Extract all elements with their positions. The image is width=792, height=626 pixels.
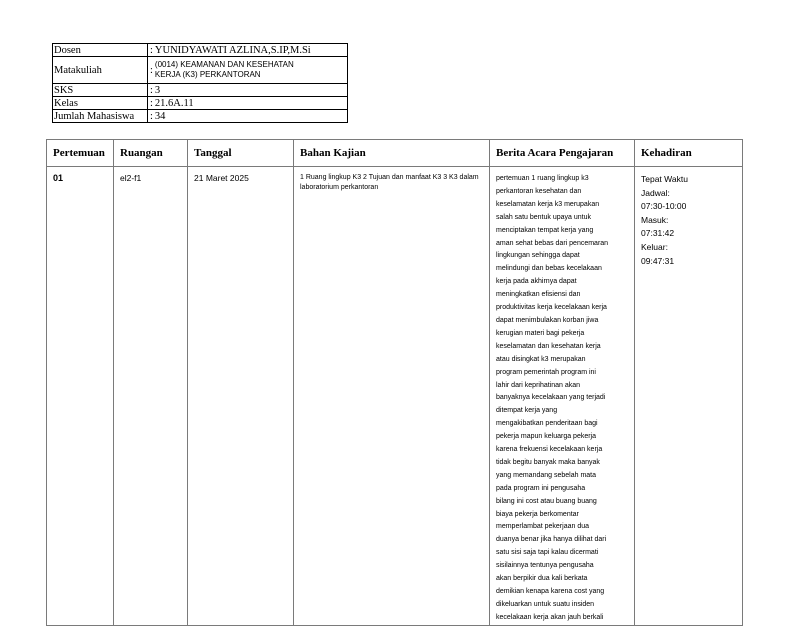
berita-acara-line: meningkatkan efisiensi dan (496, 291, 581, 299)
berita-acara-line: satu sisi saja tapi kalau dicermati (496, 549, 599, 557)
course-info-table (52, 43, 348, 123)
info-label-jumlah: Jumlah Mahasiswa (53, 110, 148, 123)
berita-acara-line: pada program ini pengusaha (496, 484, 586, 492)
berita-acara-line: atau disingkat k3 merupakan (496, 355, 586, 363)
berita-acara-line: menciptakan tempat kerja yang (496, 226, 594, 234)
info-colon: : (150, 64, 153, 76)
header-ruangan: Ruangan (114, 140, 188, 167)
info-value-matakuliah-cell (148, 57, 348, 84)
header-tanggal: Tanggal (188, 140, 294, 167)
info-colon: : (150, 110, 153, 122)
berita-acara-line: tidak begitu banyak maka banyak (496, 458, 600, 466)
cell-ruangan: el2-f1 (114, 167, 188, 626)
berita-acara-line: kerja pada akhirnya dapat (496, 278, 577, 286)
info-value-dosen: YUNIDYAWATI AZLINA,S.IP,M.Si (154, 44, 311, 56)
berita-acara-line: aman sehat bebas dari pencemaran (496, 239, 609, 247)
berita-acara-line: karena frekuensi kecelakaan kerja (496, 446, 603, 454)
berita-acara-line: demikian kenapa karena cost yang (496, 588, 605, 595)
berita-acara-line: banyaknya kecelakaan yang terjadi (496, 394, 606, 402)
table-header-row (47, 140, 743, 167)
info-colon: : (150, 97, 153, 109)
berita-acara-line: pertemuan 1 ruang lingkup k3 (496, 175, 589, 182)
info-row-matakuliah (53, 57, 348, 84)
berita-acara-line: dapat menimbulakan korban jiwa (496, 316, 599, 324)
kehadiran-line: 07:31:42 (641, 228, 675, 239)
teaching-report-table (46, 139, 743, 626)
info-value-kelas: 21.6A.11 (154, 97, 194, 109)
cell-bahan-kajian: 1 Ruang lingkup K3 2 Tujuan dan manfaat K3 3 K3 dalam laboratorium perkantoran (294, 167, 490, 626)
berita-acara-line: kerugian materi bagi pekerja (496, 329, 585, 337)
berita-acara-line: perkantoran kesehatan dan (496, 187, 582, 195)
cell-kehadiran (635, 167, 743, 626)
berita-acara-line: ditempat kerja yang (496, 407, 558, 415)
info-label-sks: SKS (53, 84, 148, 97)
info-value-dosen-cell (148, 44, 348, 57)
info-label-dosen: Dosen (53, 44, 148, 57)
info-row-dosen (53, 44, 348, 57)
matakuliah-line-2: KERJA (K3) PERKANTORAN (154, 70, 261, 79)
info-value-jumlah: 34 (154, 110, 166, 122)
header-pertemuan: Pertemuan (47, 140, 114, 167)
info-label-matakuliah: Matakuliah (53, 57, 148, 84)
berita-acara-line: program pemerintah program ini (496, 368, 596, 376)
cell-pertemuan: 01 (47, 167, 114, 626)
info-row-kelas (53, 97, 348, 110)
cell-tanggal: 21 Maret 2025 (188, 167, 294, 626)
berita-acara-line: mengakibatkan penderitaan bagi (496, 420, 598, 428)
info-value-kelas-cell (148, 97, 348, 110)
berita-acara-line: yang memandang sebelah mata (496, 471, 597, 479)
berita-acara-line: produktivitas kerja kecelakaan kerja (496, 304, 607, 312)
info-value-matakuliah (155, 60, 294, 80)
cell-berita-acara (490, 167, 635, 626)
berita-acara-line: biaya pekerja berkomentar (496, 510, 579, 518)
berita-acara-line: salah satu bentuk upaya untuk (496, 213, 591, 221)
table-row (47, 167, 743, 626)
info-value-sks: 3 (154, 84, 161, 96)
berita-acara-line: memperlambat pekerjaan dua (496, 523, 589, 531)
berita-acara-line: dikeluarkan untuk suatu insiden (496, 600, 595, 608)
header-berita-acara: Berita Acara Pengajaran (490, 140, 635, 167)
info-value-sks-cell (148, 84, 348, 97)
info-value-jumlah-cell (148, 110, 348, 123)
info-label-kelas: Kelas (53, 97, 148, 110)
info-row-jumlah (53, 110, 348, 123)
info-colon: : (150, 44, 153, 56)
info-row-sks (53, 84, 348, 97)
kehadiran-line: Keluar: (641, 241, 668, 252)
kehadiran-line: Jadwal: (641, 187, 670, 198)
berita-acara-line: bilang ini cost atau buang buang (496, 497, 597, 505)
berita-acara-line: melindungi dan bebas kecelakaan (496, 265, 602, 273)
berita-acara-line: duanya benar jika hanya dilihat dari (496, 536, 607, 544)
berita-acara-line: akan berpikir dua kali berkata (496, 575, 588, 583)
header-bahan-kajian: Bahan Kajian (294, 140, 490, 167)
kehadiran-line: Masuk: (641, 214, 669, 225)
berita-acara-line: keselamatan dan kesehatan kerja (496, 342, 601, 350)
berita-acara-line: lingkungan sehingga dapat (496, 252, 580, 260)
berita-acara-line: lahir dari keprihatinan akan (496, 381, 581, 389)
matakuliah-line-1: (0014) KEAMANAN DAN KESEHATAN (154, 60, 294, 69)
berita-acara-line: pekerja mapun keluarga pekerja (496, 433, 597, 441)
kehadiran-line: 09:47:31 (641, 255, 675, 266)
kehadiran-line: Tepat Waktu (641, 174, 688, 184)
kehadiran-line: 07:30-10:00 (641, 201, 687, 212)
info-colon: : (150, 84, 153, 96)
berita-acara-line: kecelakaan kerja akan jauh berkali (496, 613, 604, 621)
berita-acara-line: sisilainnya tentunya pengusaha (496, 562, 594, 570)
berita-acara-line: keselamatan kerja k3 merupakan (496, 200, 600, 208)
header-kehadiran: Kehadiran (635, 140, 743, 167)
